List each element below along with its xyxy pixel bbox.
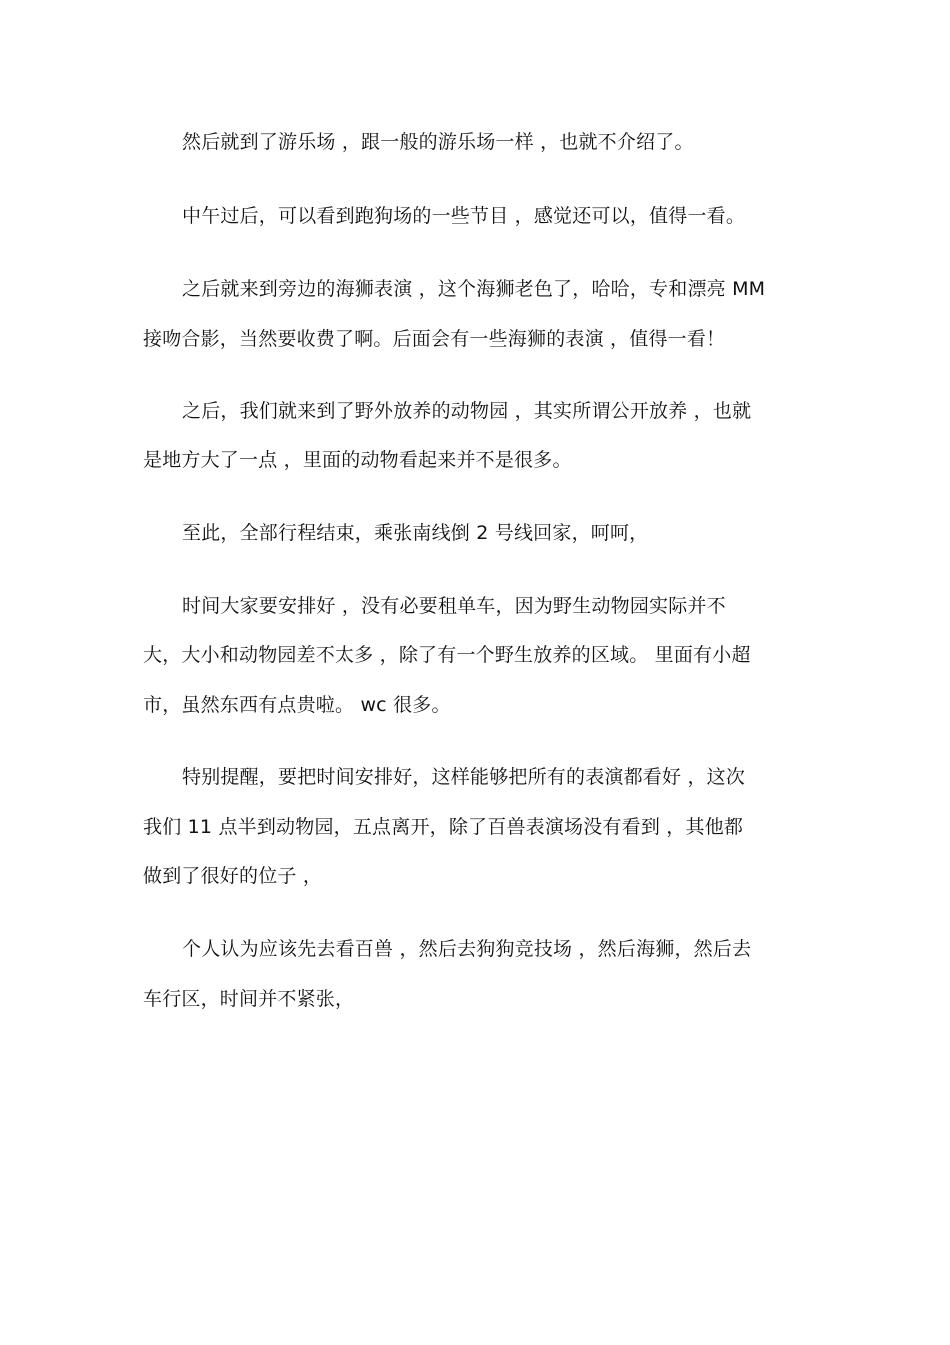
- paragraph-8-line-1: 个人认为应该先去看百兽 ，然后去狗狗竞技场 ，然后海狮，然后去: [182, 938, 752, 960]
- paragraph-6-line-1: 时间大家要安排好 ，没有必要租单车，因为野生动物园实际并不: [182, 595, 726, 617]
- paragraph-8-line-2: 车行区，时间并不紧张，: [143, 988, 355, 1010]
- paragraph-3-line-2: 接吻合影，当然要收费了啊。后面会有一些海狮的表演 ，值得一看！: [143, 328, 726, 350]
- paragraph-7-line-3: 做到了很好的位子 ，: [143, 865, 323, 887]
- paragraph-7-line-1: 特别提醒，要把时间安排好，这样能够把所有的表演都看好 ，这次: [182, 766, 746, 788]
- paragraph-3-line-1: 之后就来到旁边的海狮表演 ，这个海狮老色了，哈哈，专和漂亮 MM: [182, 278, 766, 300]
- paragraph-5-line-1: 至此，全部行程结束，乘张南线倒 2 号线回家，呵呵，: [182, 522, 649, 544]
- paragraph-1-line-1: 然后就到了游乐场 ，跟一般的游乐场一样 ，也就不介绍了。: [182, 131, 694, 153]
- paragraph-4-line-1: 之后，我们就来到了野外放养的动物园 ，其实所谓公开放养 ，也就: [182, 400, 752, 422]
- paragraph-6-line-3: 市，虽然东西有点贵啦。 wc 很多。: [143, 694, 451, 716]
- paragraph-7-line-2: 我们 11 点半到动物园，五点离开，除了百兽表演场没有看到 ，其他都: [143, 816, 744, 838]
- paragraph-6-line-2: 大，大小和动物园差不太多 ，除了有一个野生放养的区域。 里面有小超: [143, 644, 751, 666]
- paragraph-2-line-1: 中午过后，可以看到跑狗场的一些节目 ，感觉还可以，值得一看。: [182, 205, 746, 227]
- paragraph-4-line-2: 是地方大了一点 ，里面的动物看起来并不是很多。: [143, 449, 572, 471]
